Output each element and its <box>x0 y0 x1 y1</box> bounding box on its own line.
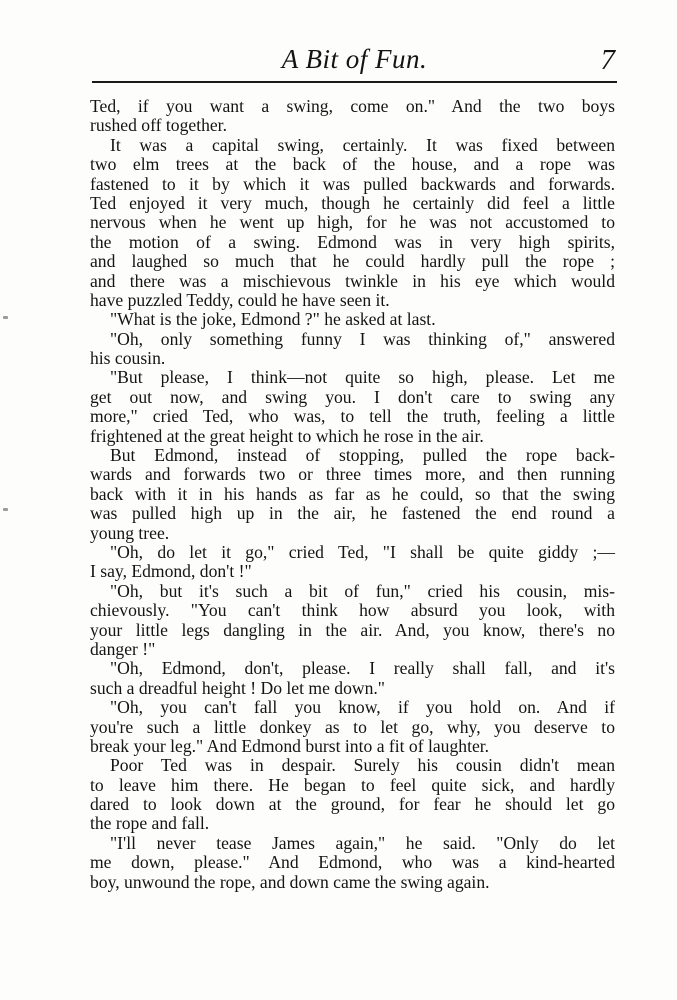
text-line: Ted enjoyed it very much, though he certainly did feel a little <box>90 192 615 213</box>
text-line: danger !" <box>90 638 156 659</box>
text-line: break your leg." And Edmond burst into a fit of laughter. <box>90 735 490 756</box>
text-line: wards and forwards two or three times more, and then running <box>90 464 615 485</box>
text-line: It was a capital swing, certainly. It was fixed between <box>110 134 615 155</box>
text-line: the rope and fall. <box>90 813 210 834</box>
text-line: I say, Edmond, don't !" <box>90 561 252 582</box>
text-line: his cousin. <box>90 348 166 369</box>
text-line: such a dreadful height ! Do let me down." <box>90 677 385 698</box>
header-rule <box>92 81 617 83</box>
text-line: was pulled high up in the air, he fastened the end round a <box>90 503 615 524</box>
margin-speck <box>3 316 8 319</box>
text-line: frightened at the great height to which he rose in the air. <box>90 425 484 446</box>
margin-speck <box>3 508 8 511</box>
text-line: fastened to it by which it was pulled backwards and forwards. <box>90 173 615 194</box>
text-line: "Oh, Edmond, don't, please. I really shall fall, and it's <box>110 658 615 679</box>
text-line: Poor Ted was in despair. Surely his cousin didn't mean <box>110 755 615 776</box>
text-line: "I'll never tease James again," he said. "Only do let <box>110 832 615 853</box>
text-line: and there was a mischievous twinkle in his eye which would <box>90 270 615 291</box>
text-line: more," cried Ted, who was, to tell the truth, feeling a little <box>90 406 615 427</box>
text-line: to leave him there. He began to feel quite sick, and hardly <box>90 774 615 795</box>
text-line: the motion of a swing. Edmond was in very high spirits, <box>90 231 615 252</box>
body-text <box>90 97 615 892</box>
text-line: "Oh, do let it go," cried Ted, "I shall be quite giddy ;— <box>110 541 615 562</box>
text-line: But Edmond, instead of stopping, pulled the rope back- <box>110 445 615 466</box>
text-line: dared to look down at the ground, for fear he should let go <box>90 794 615 815</box>
text-line: boy, unwound the rope, and down came the swing again. <box>90 871 490 892</box>
page-number: 7 <box>600 44 615 76</box>
text-line: your little legs dangling in the air. And, you know, there's no <box>90 619 615 640</box>
text-line: get out now, and swing you. I don't care to swing any <box>90 386 615 407</box>
text-line: two elm trees at the back of the house, and a rope was <box>90 154 615 175</box>
running-head <box>92 42 617 80</box>
running-title: A Bit of Fun. <box>281 44 428 74</box>
text-line: "Oh, you can't fall you know, if you hold on. And if <box>110 697 615 718</box>
text-line: "What is the joke, Edmond ?" he asked at last. <box>110 309 436 330</box>
text-line: back with it in his hands as far as he could, so that the swing <box>90 483 615 504</box>
text-line: Ted, if you want a swing, come on." And the two boys <box>90 96 615 116</box>
text-line: chievously. "You can't think how absurd you look, with <box>90 600 615 621</box>
text-line: nervous when he went up high, for he was not accustomed to <box>90 212 615 233</box>
text-line: you're such a little donkey as to let go, why, you deserve to <box>90 716 615 737</box>
text-line: and laughed so much that he could hardly pull the rope ; <box>90 251 615 272</box>
text-line: young tree. <box>90 522 170 543</box>
text-line: "Oh, only something funny I was thinking of," answered <box>110 328 615 349</box>
text-line: have puzzled Teddy, could he have seen it. <box>90 289 390 310</box>
text-line: "Oh, but it's such a bit of fun," cried his cousin, mis- <box>110 580 615 601</box>
text-line: rushed off together. <box>90 115 227 136</box>
text-line: "But please, I think—not quite so high, please. Let me <box>110 367 615 388</box>
text-line: me down, please." And Edmond, who was a kind-hearted <box>90 852 615 873</box>
